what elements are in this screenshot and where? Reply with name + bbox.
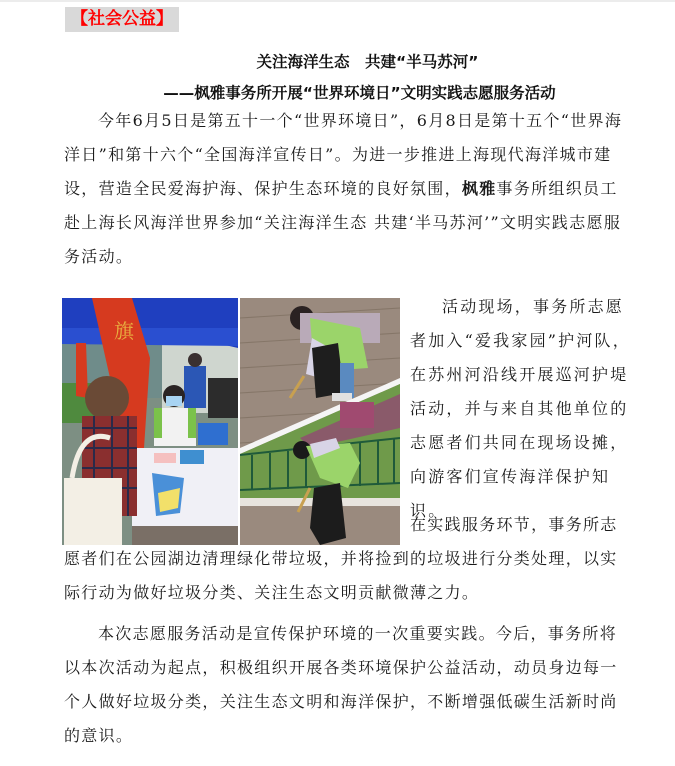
intro-text-1: 今年6月5日是第五十一个“世界环境日”，6月8日是第十五个“世界海洋日”和第十六个“全国海洋宣传日”。为进一步推进上海现代海洋城市建设，营造全民爱海护海、保护生态环境的良好氛围， [64,111,623,198]
intro-paragraph [64,104,624,274]
svg-text:旗: 旗 [114,319,134,343]
intro-text-2: 事务所组织员工赴上海长风海洋世界参加“关注海洋生态 共建‘半马苏河’”文明实践志愿服务活动。 [64,179,622,266]
section-tag: 【社会公益】 [65,7,179,32]
article-title: 关注海洋生态 共建“半马苏河” [256,53,479,71]
firm-name-bold: 枫雅 [461,179,497,198]
practice-paragraph [64,508,629,610]
practice-text-first-line: 在实践服务环节，事务所志 [410,515,618,534]
practice-text-rest: 愿者们在公园湖边清理绿化带垃圾，并将捡到的垃圾进行分类处理，以实际行动为做好垃圾分类、关注生态文明贡献微薄之力。 [64,549,618,602]
activity-site-paragraph: 活动现场，事务所志愿者加入“爱我家园”护河队，在苏州河沿线开展巡河护堤活动，并与来自其他单位的志愿者们共同在现场设摊，向游客们宣传海洋保护知识。 [410,297,631,520]
article-subtitle: ——枫雅事务所开展“世界环境日”文明实践志愿服务活动 [163,84,556,102]
page-top-border [0,0,675,2]
conclusion-paragraph: 本次志愿服务活动是宣传保护环境的一次重要实践。今后，事务所将以本次活动为起点，积极组织开展各类环境保护公益活动，动员身边每一个人做好垃圾分类，关注生态文明和海洋保护，不断增强低碳生活新时尚的意识。 [64,624,618,745]
